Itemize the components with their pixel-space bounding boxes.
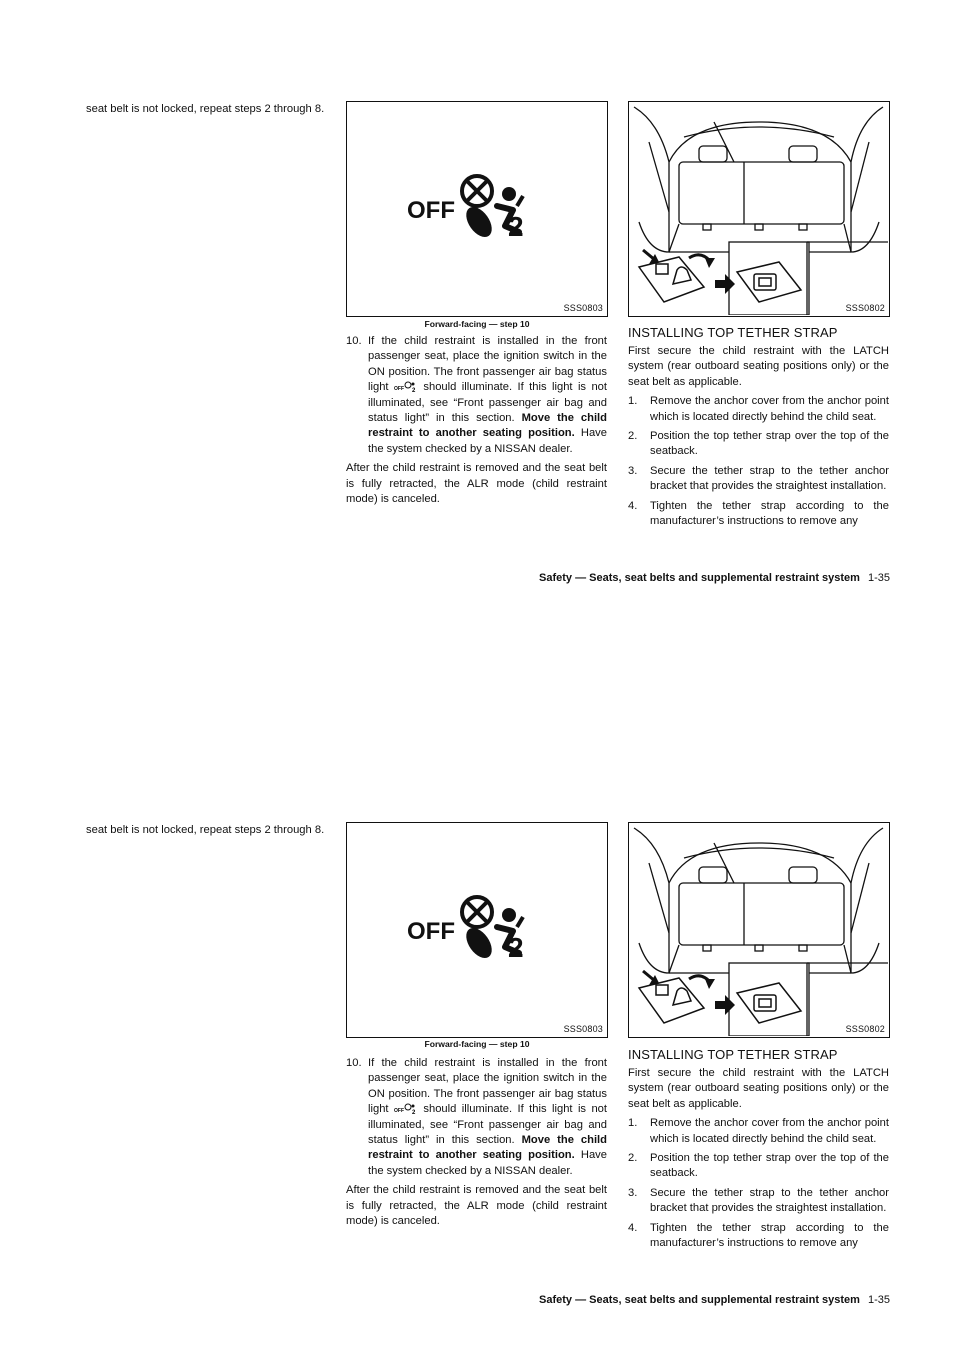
manual-page-bottom — [0, 721, 954, 1361]
step-text: should illuminate. If this light is not illuminated, see “Front passenger air bag and status light” in this section. — [368, 381, 607, 425]
intro-paragraph: First secure the child restraint with the LATCH system (rear outboard seating positions only) or the seat belt as applicable. — [628, 345, 889, 388]
step-text: Remove the anchor cover from the anchor point which is located directly behind the child seat. — [650, 1117, 889, 1145]
step-warning: Move the child restraint to another seating position. — [368, 412, 608, 440]
step-text: If the child restraint is installed in the front passenger seat, place the ignition switch in the ON position. The front passenger air bag status light — [368, 1057, 607, 1116]
tether-step — [628, 499, 889, 530]
after-paragraph: After the child restraint is removed and the seat belt is fully retracted, the ALR mode (child restraint mode) is canceled. — [346, 1184, 607, 1228]
section-heading: INSTALLING TOP TETHER STRAP — [628, 325, 838, 340]
step-text: Position the top tether strap over the top of the seatback. — [650, 430, 889, 458]
tether-step — [628, 1186, 889, 1217]
page-footer — [300, 572, 890, 584]
step-number: 10. — [346, 335, 362, 347]
tether-step — [628, 464, 889, 495]
footer-section-title: Safety — Seats, seat belts and supplemental restraint system — [539, 1294, 860, 1306]
after-paragraph: After the child restraint is removed and the seat belt is fully retracted, the ALR mode (child restraint mode) is canceled. — [346, 462, 607, 506]
airbag-off-status-icon — [347, 823, 606, 1036]
tether-step — [628, 1151, 889, 1182]
step-text: Tighten the tether strap according to the manufacturer’s instructions to remove any — [650, 1221, 889, 1250]
tether-step — [628, 1221, 889, 1252]
seat-number: 2 — [508, 932, 524, 963]
cargo-area-tether-anchor-illustration — [629, 823, 888, 1036]
middle-column — [346, 334, 607, 511]
step-number: 4. — [628, 1221, 638, 1234]
right-column — [628, 324, 889, 533]
step-text: Tighten the tether strap according to the manufacturer’s instructions to remove any — [650, 499, 889, 528]
right-column — [628, 1046, 889, 1255]
off-label: OFF — [407, 918, 455, 945]
step-10 — [346, 334, 607, 457]
step-text: Secure the tether strap to the tether anchor bracket that provides the straightest installation. — [650, 1186, 889, 1215]
section-heading: INSTALLING TOP TETHER STRAP — [628, 1047, 838, 1062]
footer-section-title: Safety — Seats, seat belts and supplemental restraint system — [539, 572, 860, 584]
airbag-status-figure — [346, 822, 608, 1038]
figure-caption: Forward-facing — step 10 — [424, 1039, 530, 1049]
figure-code: SSS0803 — [563, 303, 603, 313]
step-number: 3. — [628, 464, 638, 477]
airbag-off-status-icon — [347, 102, 606, 315]
svg-text:2: 2 — [411, 388, 416, 393]
step-number: 10. — [346, 1057, 362, 1069]
seat-number: 2 — [508, 211, 524, 242]
manual-page-top — [0, 0, 954, 640]
svg-text:2: 2 — [411, 1110, 416, 1115]
step-text: Secure the tether strap to the tether anchor bracket that provides the straightest installation. — [650, 464, 889, 493]
off-label: OFF — [407, 197, 455, 224]
tether-step — [628, 394, 889, 425]
cargo-area-tether-anchor-illustration — [629, 102, 888, 315]
tether-step — [628, 429, 889, 460]
tether-step — [628, 1116, 889, 1147]
step-text: Have the system checked by a NISSAN dealer. — [368, 427, 608, 455]
step-number: 4. — [628, 499, 638, 512]
step-number: 2. — [628, 1152, 638, 1165]
page-number: 1-35 — [867, 572, 890, 584]
step-number: 1. — [628, 1117, 638, 1130]
passenger-airbag-off-indicator-icon — [394, 381, 418, 392]
middle-column — [346, 1056, 607, 1233]
step-text: Have the system checked by a NISSAN dealer. — [368, 1149, 608, 1177]
airbag-status-figure — [346, 101, 608, 317]
step-warning: Move the child restraint to another seating position. — [368, 1134, 608, 1162]
tether-anchor-figure — [628, 101, 890, 317]
step-text: should illuminate. If this light is not illuminated, see “Front passenger air bag and status light” in this section. — [368, 1103, 607, 1147]
page-number: 1-35 — [867, 1294, 890, 1306]
left-column-text: seat belt is not locked, repeat steps 2 through 8. — [86, 824, 325, 836]
passenger-airbag-off-indicator-icon — [394, 1103, 418, 1114]
step-text: If the child restraint is installed in the front passenger seat, place the ignition switch in the ON position. The front passenger air bag status light — [368, 335, 607, 394]
step-text: Position the top tether strap over the top of the seatback. — [650, 1152, 889, 1180]
svg-text:OFF: OFF — [393, 386, 404, 393]
figure-caption: Forward-facing — step 10 — [424, 319, 530, 329]
intro-paragraph: First secure the child restraint with the LATCH system (rear outboard seating positions only) or the seat belt as applicable. — [628, 1067, 889, 1110]
step-text: Remove the anchor cover from the anchor point which is located directly behind the child seat. — [650, 395, 889, 423]
step-number: 3. — [628, 1186, 638, 1199]
figure-code: SSS0802 — [845, 303, 885, 313]
step-10 — [346, 1056, 607, 1179]
figure-code: SSS0802 — [845, 1024, 885, 1034]
figure-code: SSS0803 — [563, 1024, 603, 1034]
tether-anchor-figure — [628, 822, 890, 1038]
svg-text:OFF: OFF — [393, 1108, 404, 1115]
page-footer — [300, 1294, 890, 1306]
left-column-text: seat belt is not locked, repeat steps 2 through 8. — [86, 103, 325, 115]
step-number: 1. — [628, 395, 638, 408]
step-number: 2. — [628, 430, 638, 443]
